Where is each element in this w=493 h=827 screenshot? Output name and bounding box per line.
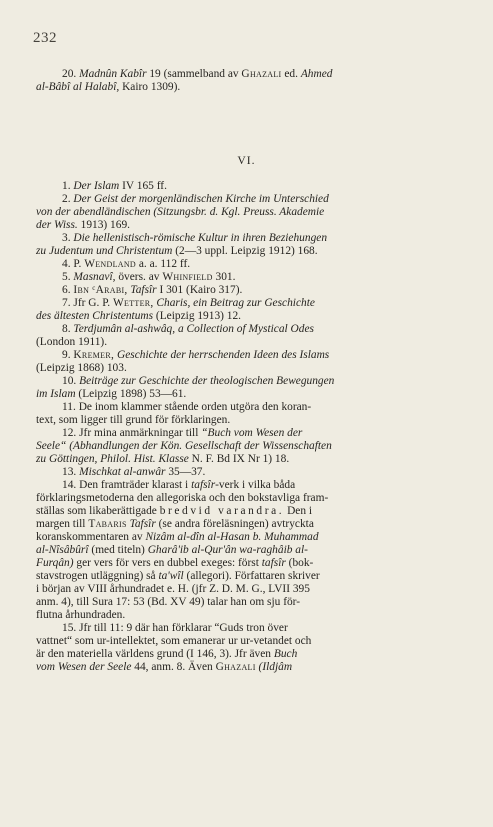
text-segment: tafsîr — [261, 557, 286, 569]
text-segment: är den materiella världens grund (I 146, 3). Jfr även — [36, 648, 274, 660]
footnote-continuation-line — [36, 388, 460, 401]
text-segment: vattnet“ som ur-intellektet, som emanerar ur ur-vetandet och — [36, 635, 312, 647]
footnote-continuation-line — [36, 245, 460, 258]
text-segment: Nizâm al-dîn al-Hasan b. Muhammad — [145, 531, 319, 543]
text-segment: 44, anm. 8. Även — [131, 661, 216, 673]
text-segment: 1913) 169. — [77, 219, 130, 231]
footnote-continuation-line — [36, 336, 460, 349]
text-segment: IV 165 ff. — [119, 180, 167, 192]
footnote-number: 20. — [62, 68, 77, 80]
footnote-continuation-line — [36, 362, 460, 375]
page-number: 232 — [33, 30, 57, 46]
text-segment: ta'wîl — [158, 570, 184, 582]
footnote-continuation-line — [36, 414, 460, 427]
footnote-continuation-line — [36, 81, 460, 94]
text-segment: al-Nîsâbûrî — [36, 544, 89, 556]
text-segment: Masnavî, — [73, 271, 116, 283]
text-segment: Ibn ᶜArabi, — [73, 284, 128, 296]
text-segment: Die hellenistisch-römische Kultur in ihren Beziehungen — [73, 232, 328, 244]
text-segment: von der abendländischen (Sitzungsbr. d. Kgl. Preuss. Akademie — [36, 206, 325, 218]
text-segment: des ältesten Christentums — [36, 310, 154, 322]
footnote-continuation-line — [36, 557, 460, 570]
footnote-first-line — [62, 193, 460, 206]
text-segment: Den i — [284, 505, 313, 517]
text-segment: (se andra föreläsningen) avtryckta — [155, 518, 314, 530]
footnote-continuation-line — [36, 661, 460, 674]
footnote-first-line — [62, 297, 460, 310]
text-segment: Charis, ein Beitrag zur Geschichte — [156, 297, 315, 309]
footnote-number: 15. — [62, 622, 77, 634]
footnote-continuation-line — [36, 505, 460, 518]
text-segment: Wetter, — [112, 297, 154, 309]
footnote-continuation-line — [36, 635, 460, 648]
text-segment: Der Islam — [73, 180, 120, 192]
text-segment: (allegori). Författaren skriver — [183, 570, 320, 582]
text-segment: (London 1911). — [36, 336, 108, 348]
text-segment: Buch — [273, 648, 298, 660]
text-segment: P. — [73, 258, 85, 270]
text-segment: (Leipzig 1898) 53—61. — [75, 388, 187, 400]
text-segment: 19 (sammelband av — [146, 68, 242, 80]
footnote-first-line — [62, 375, 460, 388]
footnote-continuation-line — [36, 609, 460, 622]
footnote-continuation-line — [36, 544, 460, 557]
text-segment: (bok- — [285, 557, 314, 569]
footnote-continuation-line — [36, 596, 460, 609]
footnote-continuation-line — [36, 219, 460, 232]
text-segment: koranskommentaren av — [36, 531, 146, 543]
text-segment: I 301 (Kairo 317). — [156, 284, 243, 296]
text-segment: bredvid varandra. — [159, 505, 285, 517]
text-segment: ger vers för vers en dubbel exeges: först — [73, 557, 262, 569]
text-segment: (2—3 uppl. Leipzig 1912) 168. — [172, 245, 318, 257]
text-segment: övers. av — [115, 271, 163, 283]
text-segment: Gharâ'ib al-Qur'ân wa-raghâib al- — [147, 544, 308, 556]
footnote-continuation-line — [36, 570, 460, 583]
text-segment: Jfr G. P. — [73, 297, 113, 309]
text-segment: Geschichte der herrschenden Ideen des Islams — [117, 349, 330, 361]
footnote-number: 8. — [62, 323, 71, 335]
footnote-first-line — [62, 427, 460, 440]
footnote-first-line — [62, 622, 460, 635]
footnote-continuation-line — [36, 518, 460, 531]
text-segment: tafsîr — [191, 479, 216, 491]
text-segment: Kairo 1309). — [119, 81, 181, 93]
text-segment: “Buch vom Wesen der — [201, 427, 303, 439]
text-segment: stavstrogen utläggning) så — [36, 570, 159, 582]
footnote-continuation-line — [36, 531, 460, 544]
footnote-first-line — [62, 258, 460, 271]
footnote-first-line — [62, 68, 460, 81]
footnote-first-line — [62, 479, 460, 492]
text-segment: Tabaris — [88, 518, 127, 530]
footnote-first-line — [62, 271, 460, 284]
text-segment: Der Geist der morgenländischen Kirche im Unterschied — [73, 193, 329, 205]
text-segment: ställas som likaberättigade — [36, 505, 160, 517]
footnote-number: 4. — [62, 258, 71, 270]
text-segment: Ghazali — [241, 68, 282, 80]
footnote-first-line — [62, 323, 460, 336]
text-segment: Beiträge zur Geschichte der theologischen Bewegungen — [79, 375, 335, 387]
footnote-number: 7. — [62, 297, 71, 309]
footnote-number: 2. — [62, 193, 71, 205]
text-segment: Jfr mina anmärkningar till — [79, 427, 202, 439]
footnote-number: 14. — [62, 479, 77, 491]
text-segment: ed. — [281, 68, 301, 80]
text-segment: Ahmed — [300, 68, 333, 80]
footnote-continuation-line — [36, 453, 460, 466]
footnote-first-line — [62, 466, 460, 479]
footnote-number: 3. — [62, 232, 71, 244]
footnote-continuation-line — [36, 440, 460, 453]
footnote-continuation-line — [36, 310, 460, 323]
text-segment: im Islam — [36, 388, 76, 400]
footnote-number: 1. — [62, 180, 71, 192]
text-segment: Terdjumân al-ashwâq, a Collection of Mystical Odes — [73, 323, 314, 335]
text-segment: margen till — [36, 518, 89, 530]
text-segment: i början av VIII århundradet e. H. (jfr Z. D. M. G., LVII 395 — [36, 583, 310, 595]
footnote-number: 13. — [62, 466, 77, 478]
text-segment: -verk i vilka båda — [215, 479, 296, 491]
footnote-continuation-line — [36, 206, 460, 219]
text-segment: 35—37. — [165, 466, 206, 478]
text-segment: (Ildjâm — [258, 661, 293, 673]
footnote-continuation-line — [36, 492, 460, 505]
text-segment: vom Wesen der Seele — [36, 661, 132, 673]
text-segment: Den framträder klarast i — [79, 479, 192, 491]
footnote-continuation-line — [36, 583, 460, 596]
text-segment: (Leipzig 1913) 12. — [153, 310, 242, 322]
text-segment: Ghazali — [215, 661, 256, 673]
text-segment: (Leipzig 1868) 103. — [36, 362, 127, 374]
text-segment: Wendland — [84, 258, 136, 270]
text-segment: a. a. 112 ff. — [136, 258, 191, 270]
text-segment: Mischkat al-anwâr — [79, 466, 166, 478]
footnote-first-line — [62, 349, 460, 362]
text-segment: förklaringsmetoderna den allegoriska och den bokstavliga fram- — [36, 492, 329, 504]
footnote-number: 6. — [62, 284, 71, 296]
text-segment: Tafsîr — [129, 518, 156, 530]
text-segment: Madnûn Kabîr — [79, 68, 147, 80]
text-segment: N. F. Bd IX Nr 1) 18. — [188, 453, 290, 465]
text-segment: zu Judentum und Christentum — [36, 245, 173, 257]
text-segment: zu Göttingen, Philol. Hist. Klasse — [36, 453, 189, 465]
text-segment: flutna århundraden. — [36, 609, 126, 621]
text-segment: anm. 4), till Sura 17: 53 (Bd. XV 49) talar han om sju för- — [36, 596, 301, 608]
footnote-first-line — [62, 180, 460, 193]
footnote-number: 10. — [62, 375, 77, 387]
text-segment: Seele“ (Abhandlungen der Kön. Gesellschaft der Wissenschaften — [36, 440, 332, 452]
text-segment: Jfr till 11: 9 där han förklarar “Guds tron över — [79, 622, 288, 634]
text-segment: Tafsîr — [130, 284, 157, 296]
text-segment: 301. — [212, 271, 236, 283]
footnote-number: 11. — [62, 401, 76, 413]
footnote-continuation-line — [36, 648, 460, 661]
text-segment: Kremer, — [73, 349, 115, 361]
text-segment: (med titeln) — [88, 544, 148, 556]
footnote-first-line — [62, 284, 460, 297]
text-segment: al-Bâbî al Halabî, — [36, 81, 120, 93]
footnote-number: 9. — [62, 349, 71, 361]
section-heading: VI. — [237, 154, 256, 167]
footnote-first-line — [62, 232, 460, 245]
text-segment: Furqân) — [36, 557, 74, 569]
footnote-first-line — [62, 401, 460, 414]
text-segment: Whinfield — [162, 271, 213, 283]
text-segment: der Wiss. — [36, 219, 78, 231]
text-segment: text, som ligger till grund för förklaringen. — [36, 414, 231, 426]
footnote-number: 5. — [62, 271, 71, 283]
footnote-number: 12. — [62, 427, 77, 439]
text-segment: De inom klammer stående orden utgöra den koran- — [78, 401, 312, 413]
